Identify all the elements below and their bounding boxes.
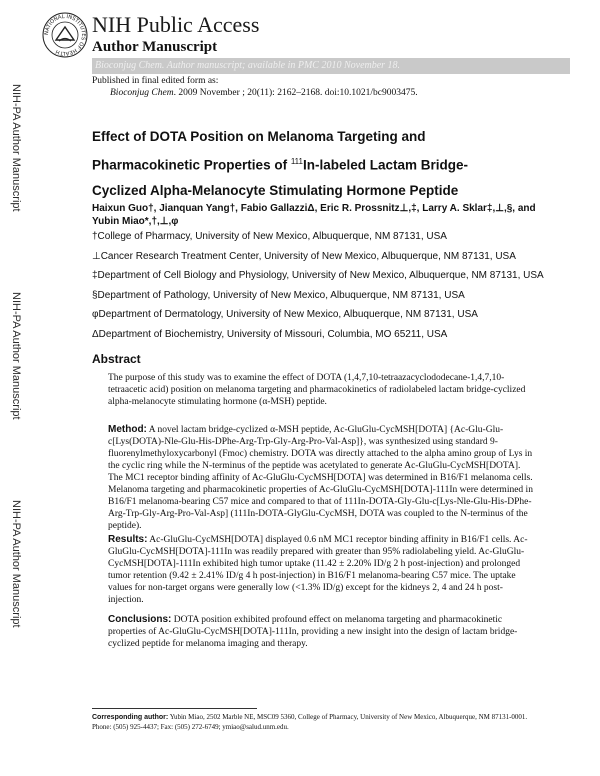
results-text: Ac-GluGlu-CycMSH[DOTA] displayed 0.6 nM MC1 receptor binding affinity in B16/F1 cells. Ac-GluGlu-CycMSH[DOTA]-111In was readily prepared with greater than 95% radiolabeling yield. Ac-GluGlu-CycMSH[DOTA]-111In exhibited high tumor uptake (11.42 ± 2.20% ID/g 2 h post-injection) and prolonged tumor retention (9.42 ± 2.41% ID/g 4 h post-injection) in B16/F1 melanoma-bearing C57 mice. The uptake values for non-target organs were generally low (<1.3% ID/g) except for the kidneys 2, 4 and 24 h post-injection. [108, 535, 528, 605]
footnote-divider [92, 708, 257, 709]
title-line-3: Cyclized Alpha-Melanocyte Stimulating Hormone Peptide [92, 182, 459, 198]
method-label: Method: [108, 424, 147, 435]
author-line-1: Haixun Guo†, Jianquan Yang†, Fabio GallazziΔ, Eric R. Prossnitz⊥,‡, Larry A. Sklar‡,⊥,§, and [92, 203, 536, 214]
affiliation-item: φDepartment of Dermatology, University of New Mexico, Albuquerque, NM 87131, USA [92, 309, 478, 320]
header-availability-bar [92, 58, 570, 74]
abstract-results [108, 534, 533, 606]
affiliation-item: †College of Pharmacy, University of New Mexico, Albuquerque, NM 87131, USA [92, 231, 447, 242]
article-title [92, 124, 532, 203]
nih-logo [42, 12, 88, 58]
conclusions-label: Conclusions: [108, 614, 172, 625]
affiliation-item: ΔDepartment of Biochemistry, University of Missouri, Columbia, MO 65211, USA [92, 328, 448, 340]
affiliations [92, 230, 552, 347]
published-in-label: Published in final edited form as: [92, 76, 219, 86]
affiliation-item: §Department of Pathology, University of New Mexico, Albuquerque, NM 87131, USA [92, 289, 465, 301]
sidebar-label-middle: NIH-PA Author Manuscript [10, 292, 22, 420]
affiliation-item: ‡Department of Cell Biology and Physiology, University of New Mexico, Albuquerque, NM 87131, USA [92, 270, 544, 281]
abstract-purpose: The purpose of this study was to examine the effect of DOTA (1,4,7,10-tetraazacyclododecane-1,4,7,10-tetraacetic acid) position on melanoma targeting and pharmacokinetics of radiolabeled lactam bridge-cyclized alpha-melanocyte stimulating hormone (α-MSH) peptide. [108, 373, 526, 407]
citation-details: . 2009 November ; 20(11): 2162–2168. doi:10.1021/bc9003475. [173, 88, 418, 98]
abstract-conclusions [108, 614, 533, 650]
header-subtitle: Author Manuscript [92, 39, 218, 55]
corresponding-author-note [92, 713, 537, 732]
title-line-2: Pharmacokinetic Properties of $^{111}$In-labeled Lactam Bridge- [92, 157, 469, 173]
affiliation-item: ⊥Cancer Research Treatment Center, University of New Mexico, Albuquerque, NM 87131, USA [92, 250, 516, 262]
method-text: A novel lactam bridge-cyclized α-MSH peptide, Ac-GluGlu-CycMSH[DOTA] {Ac-Glu-Glu-c[Lys(DOTA)-Nle-Glu-His-DPhe-Arg-Trp-Gly-Arg-Pro-Val-Asp]}, was synthesized using standard 9-fluorenylmethyloxycarbonyl (Fmoc) chemistry. DOTA was directly attached to the alpha amino group of Lys in the cyclic ring while the N-terminus of the peptide was acetylated to generate Ac-GluGlu-CycMSH[DOTA]. The MC1 receptor binding affinity of Ac-GluGlu-CycMSH[DOTA] was determined in B16/F1 melanoma cells. Melanoma targeting and pharmacokinetic properties of Ac-GluGlu-CycMSH[DOTA]-111In were determined in B16/F1 melanoma-bearing C57 mice and compared to that of 111In-DOTA-Gly-Glu-c[Lys-Nle-Glu-His-DPhe-Arg-Trp-Gly-Arg-Pro-Val-Asp] (111In-DOTA-GlyGlu-CycMSH, DOTA was coupled to the N-terminus of the peptide). [108, 425, 533, 531]
header-title: NIH Public Access [92, 12, 260, 37]
abstract-heading: Abstract [92, 352, 141, 366]
author-list [92, 202, 552, 228]
abstract-method [108, 424, 533, 532]
conclusions-text: DOTA position exhibited profound effect on melanoma targeting and pharmacokinetic properties of Ac-GluGlu-CycMSH[DOTA]-111In, providing a new insight into the design of lactam bridge-cyclized peptide for melanoma imaging and therapy. [108, 615, 518, 649]
corresponding-label: Corresponding author: [92, 714, 169, 721]
corresponding-text: Yubin Miao, 2502 Marble NE, MSC09 5360, College of Pharmacy, University of New Mexico, Albuquerque, NM 87131-0001. Phone: (505) 925-4437; Fax: (505) 272-6749; ymiao@salud.unm.edu. [92, 713, 528, 731]
author-line-2: Yubin Miao*,†,⊥,φ [92, 216, 179, 227]
sidebar-label-top: NIH-PA Author Manuscript [10, 84, 22, 212]
journal-name: Bioconjug Chem [110, 88, 174, 98]
citation-line [110, 88, 418, 98]
svg-text:NATIONAL INSTITUTES OF HEALTH: NATIONAL INSTITUTES OF HEALTH [43, 13, 87, 57]
title-line-1: Effect of DOTA Position on Melanoma Targeting and [92, 129, 426, 144]
sidebar-label-bottom: NIH-PA Author Manuscript [10, 500, 22, 628]
results-label: Results: [108, 534, 148, 545]
availability-text: Bioconjug Chem. Author manuscript; available in PMC 2010 November 18. [95, 60, 401, 71]
